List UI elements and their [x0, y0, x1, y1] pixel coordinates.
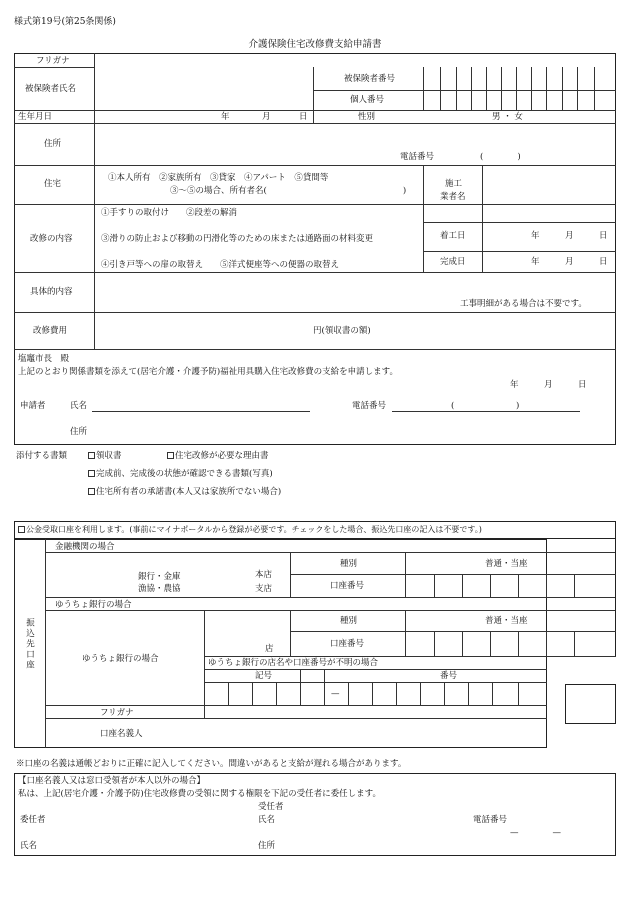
details-label: 具体的内容	[30, 287, 73, 297]
furigana-label: フリガナ	[36, 56, 70, 66]
birth-month: 月	[262, 112, 271, 122]
renovation-label: 改修の内容	[30, 234, 73, 244]
consent-checkbox[interactable]	[88, 488, 95, 495]
page-title: 介護保険住宅改修費支給申請書	[248, 39, 382, 50]
contractor-label-1: 施工	[445, 179, 463, 189]
attachment-photos[interactable]: 完成前、完成後の状態が確認できる書類(写真)	[88, 470, 273, 479]
applicant-phone-open: (	[451, 401, 455, 411]
renovation-item-2[interactable]: ③滑りの防止および移動の円滑化等のための床または通路面の材料変更	[101, 234, 374, 244]
receipt-checkbox[interactable]	[88, 452, 95, 459]
branch-main[interactable]: 本店	[255, 570, 273, 580]
housing-label: 住宅	[44, 179, 62, 189]
bank-type-label: 種別	[340, 559, 358, 569]
applicant-phone-close: )	[516, 401, 520, 411]
recipient-phone-label: 電話番号	[473, 815, 508, 825]
cost-label: 改修費用	[33, 326, 68, 336]
transfer-account-label: 振込先口座	[24, 618, 35, 671]
declaration-date: 年 月 日	[510, 380, 587, 390]
finish-date-label: 完成日	[440, 257, 466, 267]
attachment-consent[interactable]: 住宅所有者の承諾書(本人又は家族所でない場合)	[88, 488, 281, 497]
birth-year: 年	[221, 112, 230, 122]
addressee: 塩竈市長 殿	[18, 354, 70, 364]
delegation-header: 【口座名義人又は窓口受領者が本人以外の場合】	[18, 776, 206, 786]
delegator-name-label: 氏名	[20, 841, 38, 851]
symbol-dash: —	[331, 689, 340, 699]
start-date-value: 年 月 日	[531, 231, 608, 241]
yucho-type-label: 種別	[340, 616, 358, 626]
yucho-header: ゆうちょ銀行の場合	[55, 600, 132, 610]
finish-date-value: 年 月 日	[531, 257, 608, 267]
photos-checkbox[interactable]	[88, 470, 95, 477]
public-account-option[interactable]: 公金受取口座を利用します。(事前にマイナポータルから登録が必要です。チェックをした場合、振込先口座の記入は不要です。)	[18, 526, 482, 534]
applicant-name-label: 氏名	[70, 401, 88, 411]
seal-box	[565, 684, 616, 724]
birth-day: 日	[299, 112, 308, 122]
renovation-item-1[interactable]: ①手すりの取付け ②段差の解消	[101, 208, 238, 218]
reason-checkbox[interactable]	[167, 452, 174, 459]
delegator-label: 委任者	[20, 815, 46, 825]
address-label: 住所	[44, 139, 62, 149]
form-number: 様式第19号(第25条関係)	[14, 17, 116, 27]
holder-furigana-label: フリガナ	[100, 708, 134, 718]
insured-name-label: 被保険者氏名	[25, 84, 77, 94]
attachment-reason[interactable]: 住宅改修が必要な理由書	[167, 452, 269, 461]
cost-value: 円(領収書の額)	[313, 326, 371, 336]
number-label: 番号	[440, 671, 458, 681]
financial-header: 金融機関の場合	[55, 542, 115, 552]
personal-number-label: 個人番号	[350, 95, 385, 105]
insured-number-label: 被保険者番号	[344, 74, 396, 84]
bank-account-label: 口座番号	[330, 581, 365, 591]
public-account-checkbox[interactable]	[18, 526, 25, 533]
bank-types[interactable]: 銀行・金庫	[138, 572, 181, 582]
account-notice: ※口座の名義は通帳どおりに正確に記入してください。間違いがあると支給が遅れる場合があります。	[16, 759, 407, 769]
renovation-item-3[interactable]: ④引き戸等への扉の取替え ⑤洋式便座等への便器の取替え	[101, 260, 340, 270]
details-note: 工事明細がある場合は不要です。	[460, 299, 587, 309]
yucho-case-label: ゆうちょ銀行の場合	[82, 654, 159, 664]
owner-note: ③～⑤の場合、所有者名( )	[170, 186, 407, 196]
attachments-label: 添付する書類	[16, 451, 68, 461]
bank-types-2[interactable]: 漁協・農協	[138, 584, 181, 594]
start-date-label: 着工日	[440, 231, 466, 241]
recipient-label: 受任者	[258, 802, 284, 812]
recipient-phone-dashes: — —	[510, 828, 562, 838]
branch-sub[interactable]: 支店	[255, 584, 273, 594]
holder-label: 口座名義人	[100, 729, 143, 739]
housing-options[interactable]: ①本人所有 ②家族所有 ③貸家 ④アパート ⑤貸間等	[108, 173, 329, 183]
attachment-receipt[interactable]: 領収書	[88, 452, 122, 461]
sex-options[interactable]: 男 ・ 女	[492, 112, 523, 122]
delegation-text: 私は、上記(居宅介護・介護予防)住宅改修費の受領に関する権限を下記の受任者に委任します。	[18, 789, 381, 799]
applicant-label: 申請者	[20, 401, 46, 411]
declaration-text: 上記のとおり関係書類を添えて(居宅介護・介護予防)福祉用具購入住宅改修費の支給を申請します。	[18, 367, 398, 377]
phone-parens: ( )	[480, 152, 521, 162]
yucho-unknown: ゆうちょ銀行の店名や口座番号が不明の場合	[208, 658, 379, 668]
yucho-account-label: 口座番号	[330, 639, 365, 649]
recipient-address-label: 住所	[258, 841, 276, 851]
bank-type-options[interactable]: 普通・当座	[485, 559, 528, 569]
yucho-branch: 店	[265, 644, 274, 654]
symbol-label: 記号	[255, 671, 273, 681]
bank-table	[14, 539, 547, 748]
applicant-address-label: 住所	[70, 427, 88, 437]
phone-label: 電話番号	[400, 152, 435, 162]
contractor-label-2: 業者名	[440, 192, 466, 202]
sex-label: 性別	[358, 112, 376, 122]
yucho-type-options[interactable]: 普通・当座	[485, 616, 528, 626]
recipient-name-label: 氏名	[258, 815, 276, 825]
birthdate-label: 生年月日	[18, 112, 53, 122]
applicant-phone-label: 電話番号	[352, 401, 387, 411]
